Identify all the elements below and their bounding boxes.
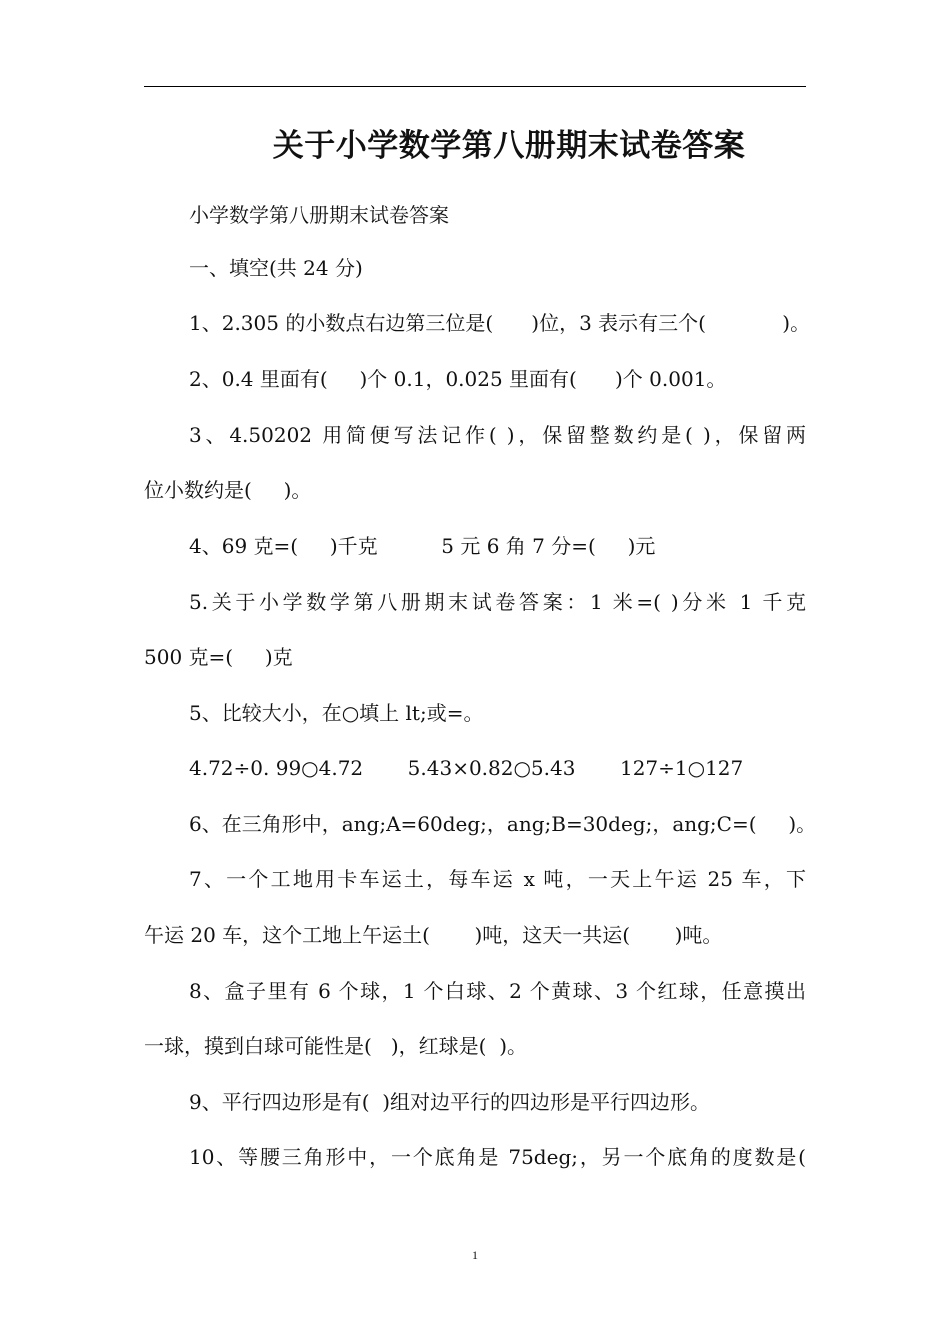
text-line-q10: 10、等腰三角形中，一个底角是 75deg;，另一个底角的度数是( <box>189 1145 806 1169</box>
text-line-subtitle: 小学数学第八册期末试卷答案 <box>189 203 449 227</box>
text-line-q5a: 5.关于小学数学第八册期末试卷答案：1 米=( )分米 1 千克 <box>189 590 806 614</box>
text-line-q8: 8、盒子里有 6 个球，1 个白球、2 个黄球、3 个红球，任意摸出 <box>189 979 806 1003</box>
document-title: 关于小学数学第八册期末试卷答案 <box>272 128 746 164</box>
text-line-q4: 4、69 克=( )千克 5 元 6 角 7 分=( )元 <box>189 534 656 558</box>
text-line-section-heading: 一、填空(共 24 分) <box>189 256 363 280</box>
page-number: 1 <box>472 1248 478 1262</box>
text-line-q2: 2、0.4 里面有( )个 0.1，0.025 里面有( )个 0.001。 <box>189 367 727 391</box>
text-line-q6: 6、在三角形中，ang;A=60deg;，ang;B=30deg;，ang;C=( )。 <box>189 812 817 836</box>
text-line-q9: 9、平行四边形是有( )组对边平行的四边形是平行四边形。 <box>189 1090 711 1114</box>
text-line-q7: 7、一个工地用卡车运土，每车运 x 吨，一天上午运 25 车，下 <box>189 867 806 891</box>
text-line-q3: 3、4.50202 用简便写法记作( )，保留整数约是( )，保留两 <box>189 423 806 447</box>
text-line-q7-cont: 午运 20 车，这个工地上午运土( )吨，这天一共运( )吨。 <box>144 923 723 947</box>
text-line-q5a-cont: 500 克=( )克 <box>144 645 293 669</box>
text-line-q5-compare: 4.72÷0. 99○4.72 5.43×0.82○5.43 127÷1○127 <box>189 756 744 780</box>
text-line-q5: 5、比较大小，在○填上 lt;或=。 <box>189 701 484 725</box>
text-line-q3-cont: 位小数约是( )。 <box>144 478 312 502</box>
header-rule <box>144 86 806 87</box>
text-line-q8-cont: 一球，摸到白球可能性是( )，红球是( )。 <box>144 1034 527 1058</box>
text-line-q1: 1、2.305 的小数点右边第三位是( )位，3 表示有三个( )。 <box>189 311 811 335</box>
